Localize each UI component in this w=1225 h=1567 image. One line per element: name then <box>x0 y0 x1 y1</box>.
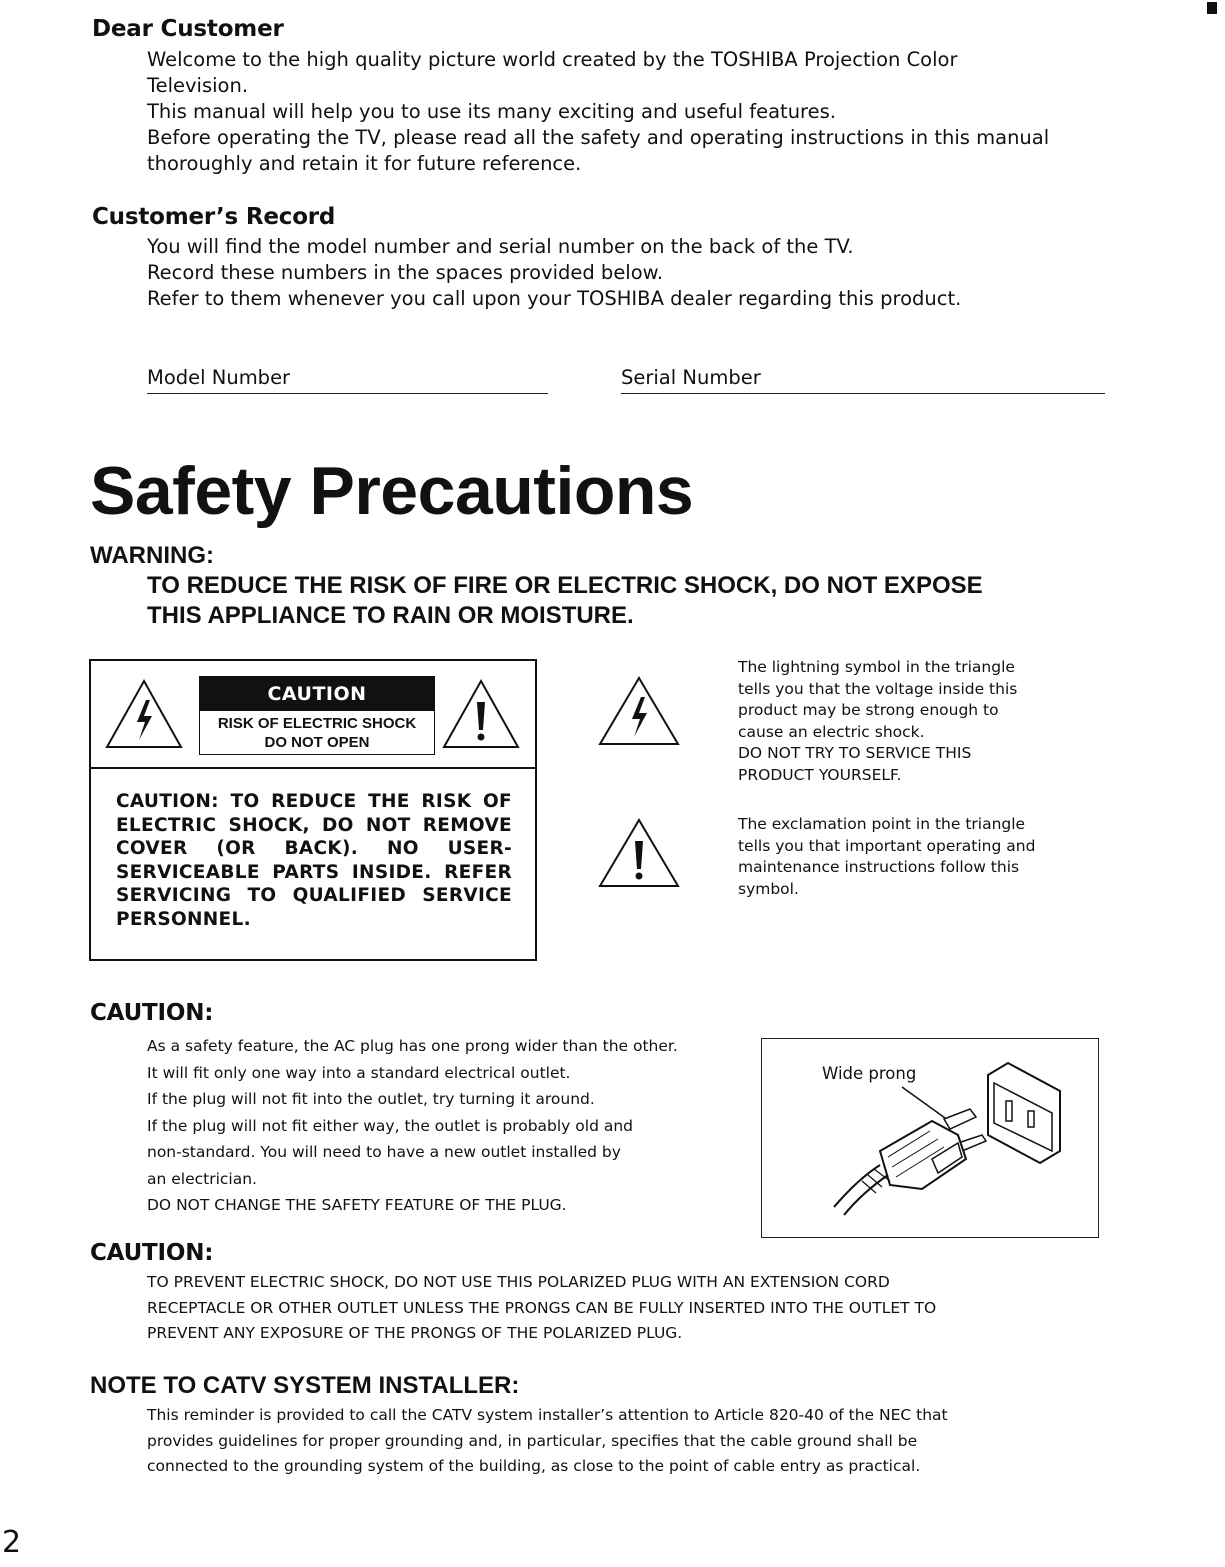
text-line: If the plug will not fit into the outlet, try turning it around. <box>147 1090 595 1108</box>
text-line: TO PREVENT ELECTRIC SHOCK, DO NOT USE THIS POLARIZED PLUG WITH AN EXTENSION CORD <box>147 1273 890 1291</box>
text-line: maintenance instructions follow this <box>738 858 1020 876</box>
lightning-explanation <box>738 657 1017 786</box>
text-line: The exclamation point in the triangle <box>738 815 1026 833</box>
text-line: connected to the grounding system of the building, as close to the point of cable entry as practical. <box>147 1457 921 1475</box>
warning-heading: WARNING: <box>90 542 214 569</box>
caution-plug-text <box>147 1033 678 1219</box>
text-line: product may be strong enough to <box>738 701 999 719</box>
catv-note-heading: NOTE TO CATV SYSTEM INSTALLER: <box>90 1372 520 1399</box>
page-number: 2 <box>2 1525 22 1560</box>
catv-note-text <box>147 1403 948 1480</box>
model-number-field[interactable] <box>147 367 548 394</box>
warning-text <box>147 571 983 631</box>
text-line: DO NOT CHANGE THE SAFETY FEATURE OF THE PLUG. <box>147 1196 567 1214</box>
caution-label <box>199 676 435 755</box>
text-line: RECEPTACLE OR OTHER OUTLET UNLESS THE PRONGS CAN BE FULLY INSERTED INTO THE OUTLET TO <box>147 1298 937 1317</box>
text-line: an electrician. <box>147 1169 257 1188</box>
text-line: Refer to them whenever you call upon your TOSHIBA dealer regarding this product. <box>147 287 962 310</box>
caution-box-divider <box>91 767 535 769</box>
polarized-plug-illustration <box>762 1039 1098 1237</box>
caution-box-text: CAUTION: TO REDUCE THE RISK OF ELECTRIC SHOCK, DO NOT REMOVE COVER (OR BACK). NO USER-SERVICEABLE PARTS INSIDE. REFER SERVICING TO QUALIFIED SERVICE PERSONNEL. <box>116 791 512 930</box>
caution-box <box>89 659 537 961</box>
page-title: Safety Precautions <box>90 453 694 529</box>
wide-prong-label: Wide prong <box>822 1064 917 1083</box>
text-line: Welcome to the high quality picture world created by the TOSHIBA Projection Color <box>147 48 958 71</box>
text-line: You will find the model number and serial number on the back of the TV. <box>147 235 854 258</box>
lightning-triangle-icon <box>104 678 184 750</box>
caution-plug-heading: CAUTION: <box>90 1000 214 1026</box>
caution-extension-text <box>147 1270 936 1347</box>
text-line: tells you that important operating and <box>738 836 1036 855</box>
text-line: cause an electric shock. <box>738 722 925 741</box>
text-line: PREVENT ANY EXPOSURE OF THE PRONGS OF THE POLARIZED PLUG. <box>147 1324 683 1342</box>
lightning-triangle-icon <box>597 675 681 747</box>
caution-extension-heading: CAUTION: <box>90 1240 214 1266</box>
dear-customer-text <box>147 47 1049 177</box>
exclamation-triangle-icon <box>441 678 521 750</box>
text-line: Before operating the TV, please read all the safety and operating instructions in this manual <box>147 126 1050 149</box>
text-line: This reminder is provided to call the CATV system installer’s attention to Article 820-40 of the NEC that <box>147 1406 948 1424</box>
model-number-label: Model Number <box>147 366 291 389</box>
text-line: It will fit only one way into a standard electrical outlet. <box>147 1063 571 1082</box>
plug-figure <box>761 1038 1099 1238</box>
caution-label-line1: RISK OF ELECTRIC SHOCK <box>217 715 417 732</box>
text-line: Television. <box>147 74 249 97</box>
text-line: As a safety feature, the AC plug has one prong wider than the other. <box>147 1037 678 1055</box>
text-line: PRODUCT YOURSELF. <box>738 765 902 784</box>
caution-label-line2: DO NOT OPEN <box>264 734 370 751</box>
customers-record-heading: Customer’s Record <box>92 204 336 230</box>
text-line: DO NOT TRY TO SERVICE THIS <box>738 744 972 762</box>
serial-number-field[interactable] <box>621 367 1105 394</box>
text-line: TO REDUCE THE RISK OF FIRE OR ELECTRIC SHOCK, DO NOT EXPOSE <box>147 572 983 599</box>
text-line: thoroughly and retain it for future reference. <box>147 152 582 175</box>
exclamation-triangle-icon <box>597 817 681 889</box>
text-line: tells you that the voltage inside this <box>738 679 1018 698</box>
text-line: provides guidelines for proper grounding and, in particular, specifies that the cable ground shall be <box>147 1431 918 1450</box>
text-line: non-standard. You will need to have a new outlet installed by <box>147 1143 621 1161</box>
text-line: The lightning symbol in the triangle <box>738 658 1015 676</box>
page-corner-mark <box>1207 2 1217 14</box>
text-line: symbol. <box>738 879 799 898</box>
dear-customer-heading: Dear Customer <box>92 16 284 42</box>
text-line: THIS APPLIANCE TO RAIN OR MOISTURE. <box>147 602 634 629</box>
text-line: This manual will help you to use its many exciting and useful features. <box>147 100 836 123</box>
customers-record-text <box>147 234 961 312</box>
serial-number-label: Serial Number <box>621 366 761 389</box>
text-line: Record these numbers in the spaces provided below. <box>147 261 664 284</box>
caution-label-title: CAUTION <box>200 677 434 711</box>
text-line: If the plug will not fit either way, the outlet is probably old and <box>147 1116 633 1135</box>
exclamation-explanation <box>738 814 1035 900</box>
